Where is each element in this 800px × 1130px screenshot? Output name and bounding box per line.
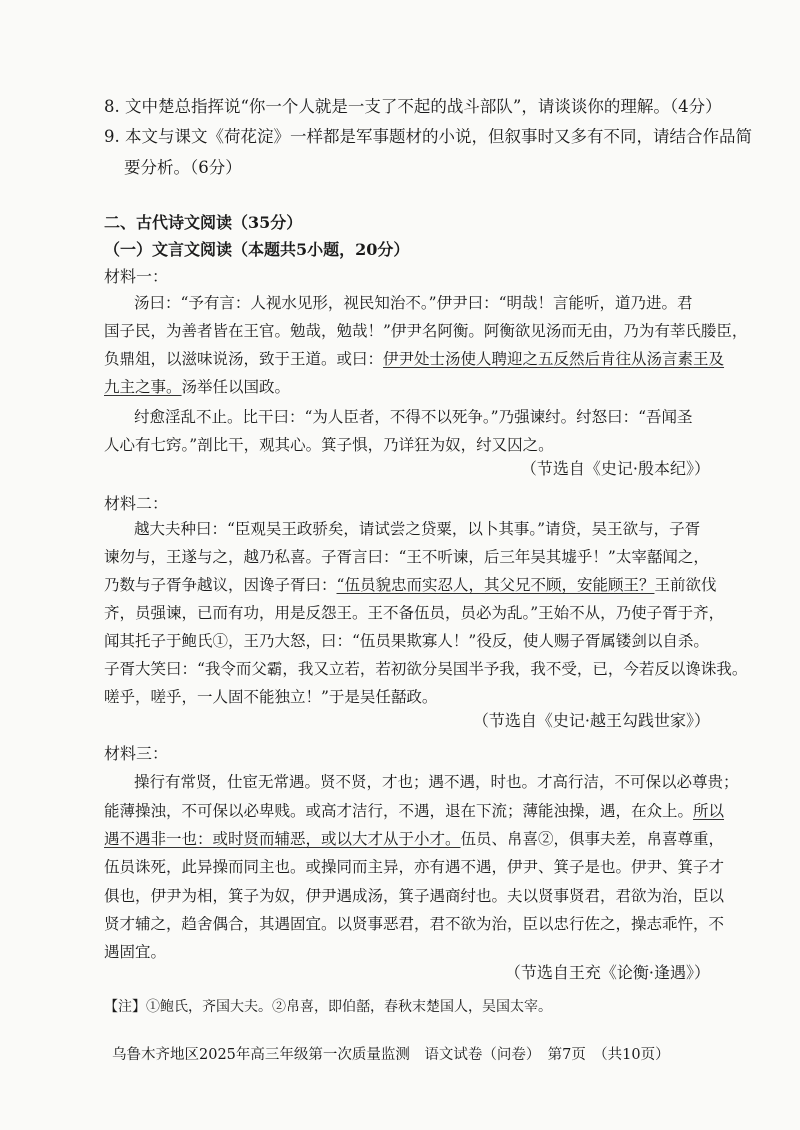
material1-text-plain: 汤举任以国政。 — [181, 378, 291, 396]
material2-text-plain: 乃数与子胥争越议，因谗子胥曰： — [104, 576, 337, 594]
material3-text: 伍员诛死，此异操而同主也。或操同而主异，亦有遇不遇，伊尹、箕子是也。伊尹、箕子才 — [104, 858, 725, 876]
material1-text: 汤曰：“予有言：人视水见形，视民知治不。”伊尹曰：“明哉！言能听，道乃进。君 — [134, 294, 693, 312]
footnote: 【注】①鲍氏，齐国大夫。②帛喜，即伯嚭，春秋末楚国人，吴国太宰。 — [104, 999, 552, 1015]
material2-text: 谏勿与，王遂与之，越乃私喜。子胥言曰：“王不听谏，后三年吴其墟乎！”太宰嚭闻之， — [104, 548, 709, 566]
material3-text — [104, 800, 724, 822]
material3-text — [104, 828, 724, 850]
material3-text: 俱也，伊尹为相，箕子为奴，伊尹遇成汤，箕子遇商纣也。夫以贤事贤君，君欲为治，臣以 — [104, 887, 725, 905]
material1-underlined-text: 九主之事。 — [104, 378, 182, 396]
material3-text-plain: 伍员、帛喜②，俱事夫差，帛喜尊重， — [460, 830, 725, 848]
material2-source: （节选自《史记·越王勾践世家》） — [472, 711, 710, 730]
material2-label: 材料二： — [104, 494, 169, 513]
material1-text: 国子民，为善者皆在王官。勉哉，勉哉！”伊尹名阿衡。阿衡欲见汤而无由，乃为有莘氏媵臣， — [104, 322, 748, 340]
material1-text: 人心有七窍。”剖比干，观其心。箕子惧，乃详狂为奴，纣又囚之。 — [104, 436, 554, 454]
section-subtitle: （一）文言文阅读（本题共5小题，20分） — [104, 240, 410, 259]
section-title: 二、古代诗文阅读（35分） — [104, 213, 303, 232]
material3-underlined-text: 遇不遇非一也：或时贤而辅恶，或以大才从于小才。 — [104, 830, 461, 848]
material1-underlined-text: 伊尹处士汤使人聘迎之五反然后肯往从汤言素王及 — [383, 350, 725, 368]
material3-source: （节选自王充《论衡·逢遇》） — [504, 963, 710, 982]
material2-text-plain: 王前欲伐 — [654, 576, 717, 594]
material1-text: 纣愈淫乱不止。比干曰：“为人臣者，不得不以死争。”乃强谏纣。纣怒曰：“吾闻圣 — [134, 408, 693, 426]
material2-underlined-text: “伍员貌忠而实忍人，其父兄不顾，安能顾王？ — [336, 576, 655, 594]
material1-text-plain: 负鼎俎，以滋味说汤，致于王道。或曰： — [104, 350, 384, 368]
material3-label: 材料三： — [104, 744, 169, 763]
page-footer: 乌鲁木齐地区2025年高三年级第一次质量监测 语文试卷（问卷） 第7页 （共10页） — [112, 1047, 670, 1063]
material3-underlined-text: 所以 — [693, 802, 725, 820]
material2-text: 闻其托子于鲍氏①，王乃大怒，曰：“伍员果欺寡人！”役反，使人赐子胥属镂剑以自杀。 — [104, 632, 709, 650]
material2-text: 齐，员强谏，已而有功，用是反怨王。王不备伍员，员必为乱。”王始不从，乃使子胥于齐， — [104, 604, 725, 622]
material3-text: 遇固宜。 — [104, 943, 167, 961]
material3-text-plain: 能薄操浊，不可保以必卑贱。或高才洁行，不遇，退在下流；薄能浊操，遇，在众上。 — [104, 802, 694, 820]
material3-text: 操行有常贤，仕宦无常遇。贤不贤，才也；遇不遇，时也。才高行洁，不可保以必尊贵； — [134, 773, 739, 791]
material2-text: 子胥大笑曰：“我令而父霸，我又立若，若初欲分吴国半予我，我不受，已，今若反以谗诛我。 — [104, 660, 748, 678]
material1-text — [104, 348, 724, 370]
material2-text: 越大夫种曰：“臣观吴王政骄矣，请试尝之贷粟，以卜其事。”请贷，吴王欲与，子胥 — [134, 520, 701, 538]
question-9-line1: 9. 本文与课文《荷花淀》一样都是军事题材的小说，但叙事时又多有不同，请结合作品简 — [104, 127, 752, 146]
material1-source: （节选自《史记·殷本纪》） — [520, 459, 710, 478]
material1-label: 材料一： — [104, 267, 169, 286]
material1-text — [104, 376, 290, 398]
question-9-line2: 要分析。（6分） — [124, 158, 242, 177]
material2-text — [104, 574, 716, 596]
material2-text: 嗟乎，嗟乎，一人固不能独立！”于是吴任嚭政。 — [104, 688, 438, 706]
question-8: 8. 文中楚总指挥说“你一个人就是一支了不起的战斗部队”，请谈谈你的理解。（4分） — [104, 97, 722, 116]
material3-text: 贤才辅之，趋舍偶合，其遇固宜。以贤事恶君，君不欲为治，臣以忠行佐之，操志乖忤，不 — [104, 915, 725, 933]
